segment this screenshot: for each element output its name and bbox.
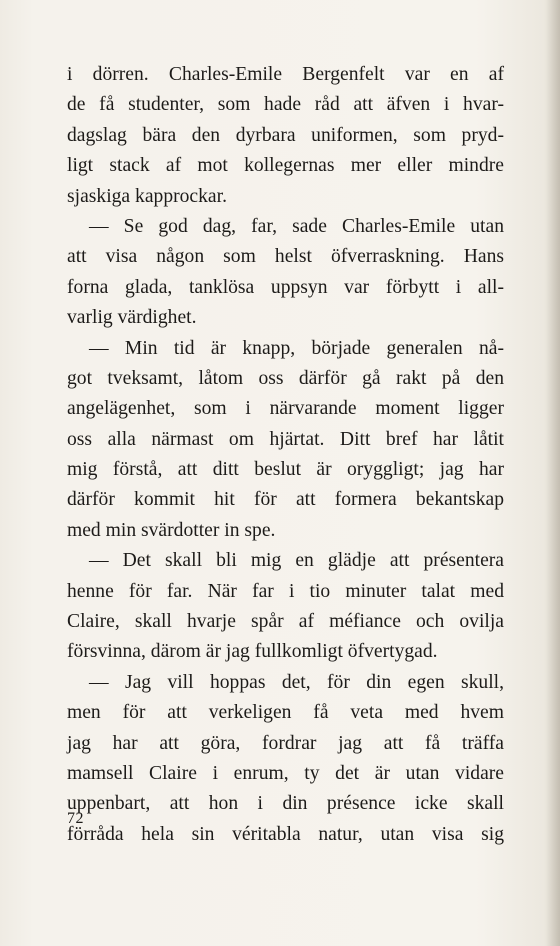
text-line: med min svärdotter in spe. (67, 519, 276, 541)
text-line: att visa någon som helst öfverraskning. Hans (67, 246, 504, 268)
text-line: — Se god dag, far, sade Charles-Emile utan (89, 215, 504, 237)
text-line: försvinna, därom är jag fullkomligt öfvertygad. (67, 641, 438, 663)
text-line: dagslag bära den dyrbara uniformen, som pryd- (67, 124, 504, 146)
text-line: därför kommit hit för att formera bekantskap (67, 489, 504, 511)
text-line: oss alla närmast om hjärtat. Ditt bref har låtit (67, 428, 504, 450)
text-line: — Det skall bli mig en glädje att présentera (89, 550, 504, 572)
page-edge-shadow (546, 0, 560, 946)
text-line: förråda hela sin véritabla natur, utan visa sig (67, 823, 504, 845)
text-line: de få studenter, som hade råd att äfven i hvar- (67, 94, 504, 116)
text-line: — Min tid är knapp, började generalen nå- (89, 337, 504, 359)
text-line: angelägenhet, som i närvarande moment ligger (67, 398, 504, 420)
text-line: jag har att göra, fordrar jag att få träffa (67, 732, 504, 754)
text-line: uppenbart, att hon i din présence icke skall (67, 793, 504, 815)
text-line: ligt stack af mot kollegernas mer eller mindre (67, 155, 504, 177)
text-line: forna glada, tanklösa uppsyn var förbytt i all- (67, 276, 504, 298)
body-text (67, 60, 504, 850)
text-line: i dörren. Charles-Emile Bergenfelt var en af (67, 64, 504, 85)
text-line: got tveksamt, låtom oss därför gå rakt på den (67, 367, 504, 389)
text-line: mamsell Claire i enrum, ty det är utan vidare (67, 762, 504, 784)
text-line: henne för far. När far i tio minuter talat med (67, 580, 504, 602)
text-line: Claire, skall hvarje spår af méfiance och ovilja (67, 611, 504, 633)
text-line: — Jag vill hoppas det, för din egen skull, (89, 671, 504, 693)
text-line: mig förstå, att ditt beslut är oryggligt; jag har (67, 459, 504, 481)
text-line: sjaskiga kapprockar. (67, 185, 227, 207)
text-line: men för att verkeligen få veta med hvem (67, 702, 504, 724)
page-number: 72 (67, 810, 84, 827)
text-line: varlig värdighet. (67, 307, 197, 329)
